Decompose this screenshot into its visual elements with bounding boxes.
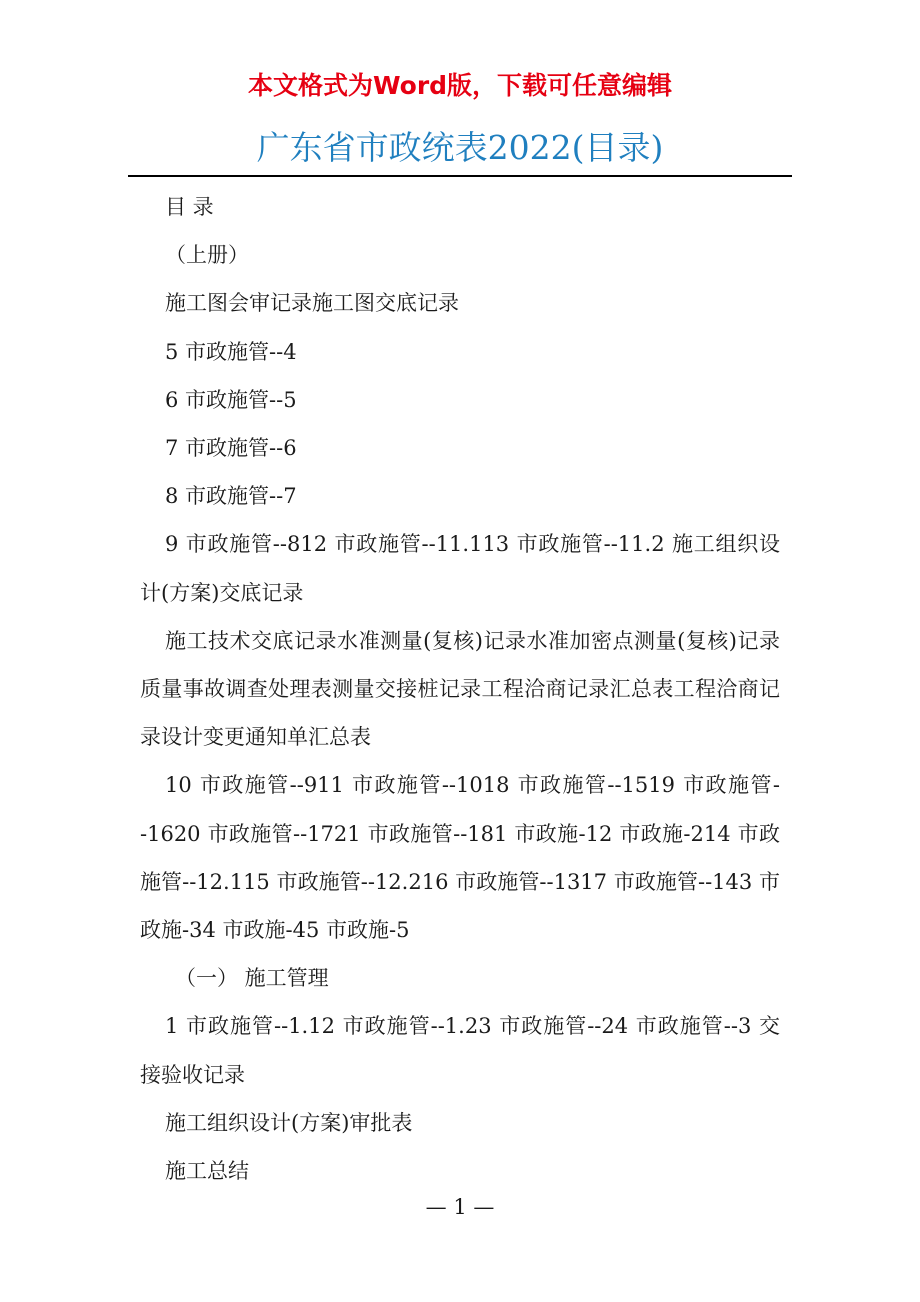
section-heading: （一） 施工管理 <box>175 966 329 991</box>
toc-paragraph: 5 市政施管--4 <box>165 339 297 364</box>
volume-label: （上册） <box>165 243 249 268</box>
download-banner: 本文格式为Word版，下载可任意编辑 <box>247 71 673 100</box>
page-number: — 1 — <box>425 1195 495 1219</box>
toc-paragraph: 1 市政施管--1.12 市政施管--1.23 市政施管--24 市政施管--3 交接验收记录 <box>140 1014 780 1087</box>
toc-paragraph: 8 市政施管--7 <box>165 484 297 509</box>
toc-paragraph: 9 市政施管--812 市政施管--11.113 市政施管--11.2 施工组织设计(方案)交底记录 <box>140 532 780 605</box>
toc-paragraph: 施工技术交底记录水准测量(复核)记录水准加密点测量(复核)记录质量事故调查处理表测量交接桩记录工程洽商记录汇总表工程洽商记录设计变更通知单汇总表 <box>140 628 780 750</box>
document-body <box>140 183 780 1195</box>
toc-paragraph: 7 市政施管--6 <box>165 436 297 461</box>
toc-paragraph: 6 市政施管--5 <box>165 387 297 412</box>
toc-paragraph: 施工组织设计(方案)审批表 <box>165 1110 413 1135</box>
toc-paragraph: 施工总结 <box>165 1159 249 1184</box>
title-divider <box>128 175 792 177</box>
toc-paragraph: 施工图会审记录施工图交底记录 <box>165 291 459 316</box>
toc-heading: 目 录 <box>165 195 214 219</box>
document-title: 广东省市政统表2022(目录) <box>256 128 664 167</box>
toc-paragraph: 10 市政施管--911 市政施管--1018 市政施管--1519 市政施管--1620 市政施管--1721 市政施管--181 市政施-12 市政施-214 市政施管--12.115 市政施管--12.216 市政施管--1317 市政施管--143 市政施-34 市政施-45 市政施-5 <box>140 773 780 943</box>
